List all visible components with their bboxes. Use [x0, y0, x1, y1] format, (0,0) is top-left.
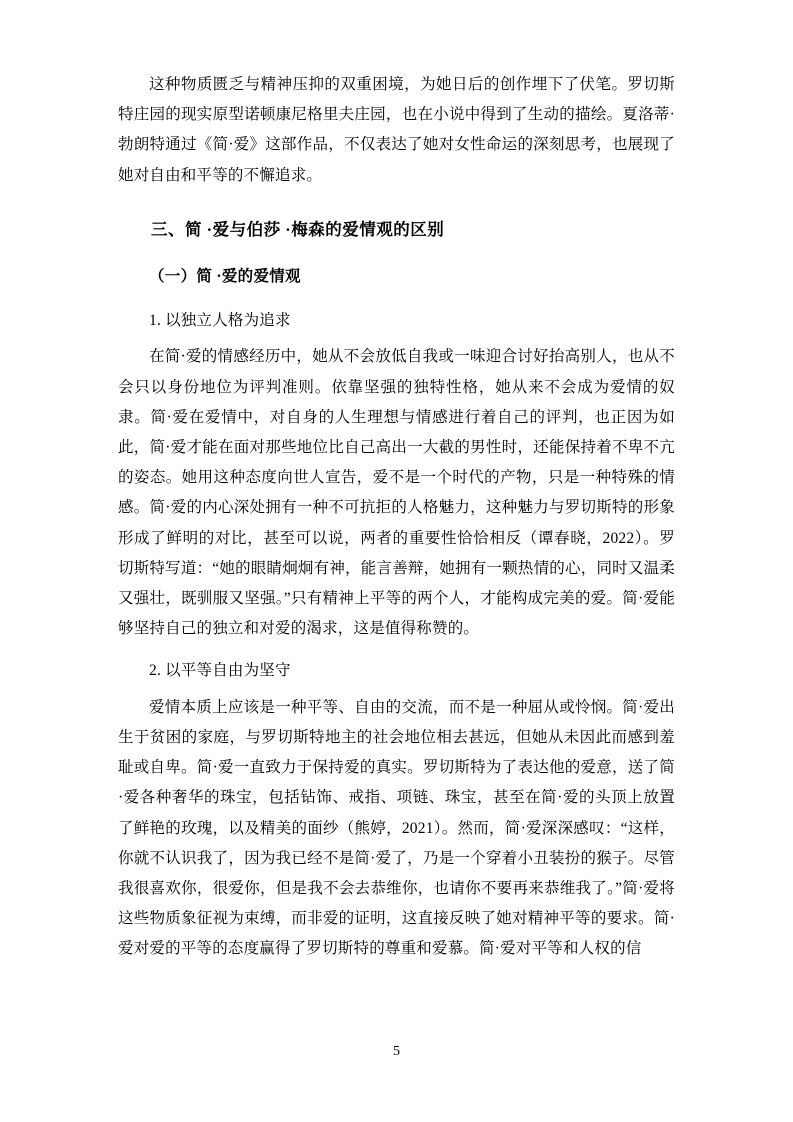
paragraph-spacer [118, 646, 675, 656]
paragraph-equality-freedom: 爱情本质上应该是一种平等、自由的交流，而不是一种屈从或怜悯。简·爱出生于贫困的家庭，与罗切斯特地主的社会地位相去甚远，但她从未因此而感到羞耻或自卑。简·爱一直致力于保持爱的真实。罗切斯特为了表达他的爱意，送了简·爱各种奢华的珠宝，包括钻饰、戒指、项链、珠宝，甚至在简·爱的头顶上放置了鲜艳的玫瑰，以及精美的面纱（熊婷，2021）。然而，简·爱深深感叹：“这样，你就不认识我了，因为我已经不是简·爱了，乃是一个穿着小丑装扮的猴子。尽管我很喜欢你，很爱你，但是我不会去恭维你，也请你不要再来恭维我了。”简·爱将这些物质象征视为束缚，而非爱的证明，这直接反映了她对精神平等的要求。简·爱对爱的平等的态度赢得了罗切斯特的尊重和爱慕。简·爱对平等和人权的信 [118, 698, 675, 958]
page-number: 5 [393, 1044, 400, 1059]
subheading-jane-love-view: （一）简 ·爱的爱情观 [149, 268, 301, 286]
list-item-2: 2. 以平等自由为坚守 [149, 662, 291, 680]
paragraph-intro: 这种物质匮乏与精神压抑的双重困境，为她日后的创作埋下了伏笔。罗切斯特庄园的现实原型诺顿康尼格里夫庄园，也在小说中得到了生动的描绘。夏洛蒂·勃朗特通过《简·爱》这部作品，不仅表达了她对女性命运的深刻思考，也展现了她对自由和平等的不懈追求。 [118, 76, 675, 184]
list-item-1: 1. 以独立人格为追求 [149, 312, 291, 330]
section-heading-three: 三、简 ·爱与伯莎 ·梅森的爱情观的区别 [151, 219, 445, 239]
document-content [118, 70, 675, 965]
paragraph-independent-personality: 在简·爱的情感经历中，她从不会放低自我或一味迎合讨好抬高别人，也从不会只以身份地位为评判准则。依靠坚强的独特性格，她从来不会成为爱情的奴隶。简·爱在爱情中，对自身的人生理想与情感进行着自己的评判，也正因为如此，简·爱才能在面对那些地位比自己高出一大截的男性时，还能保持着不卑不亢的姿态。她用这种态度向世人宣告，爱不是一个时代的产物，只是一种特殊的情感。简·爱的内心深处拥有一种不可抗拒的人格魅力，这种魅力与罗切斯特的形象形成了鲜明的对比，甚至可以说，两者的重要性恰恰相反（谭春晓，2022）。罗切斯特写道：“她的眼睛炯炯有神，能言善辩，她拥有一颗热情的心，同时又温柔又强壮，既驯服又坚强。”只有精神上平等的两个人，才能构成完美的爱。简·爱能够坚持自己的独立和对爱的渴求，这是值得称赞的。 [118, 348, 675, 638]
